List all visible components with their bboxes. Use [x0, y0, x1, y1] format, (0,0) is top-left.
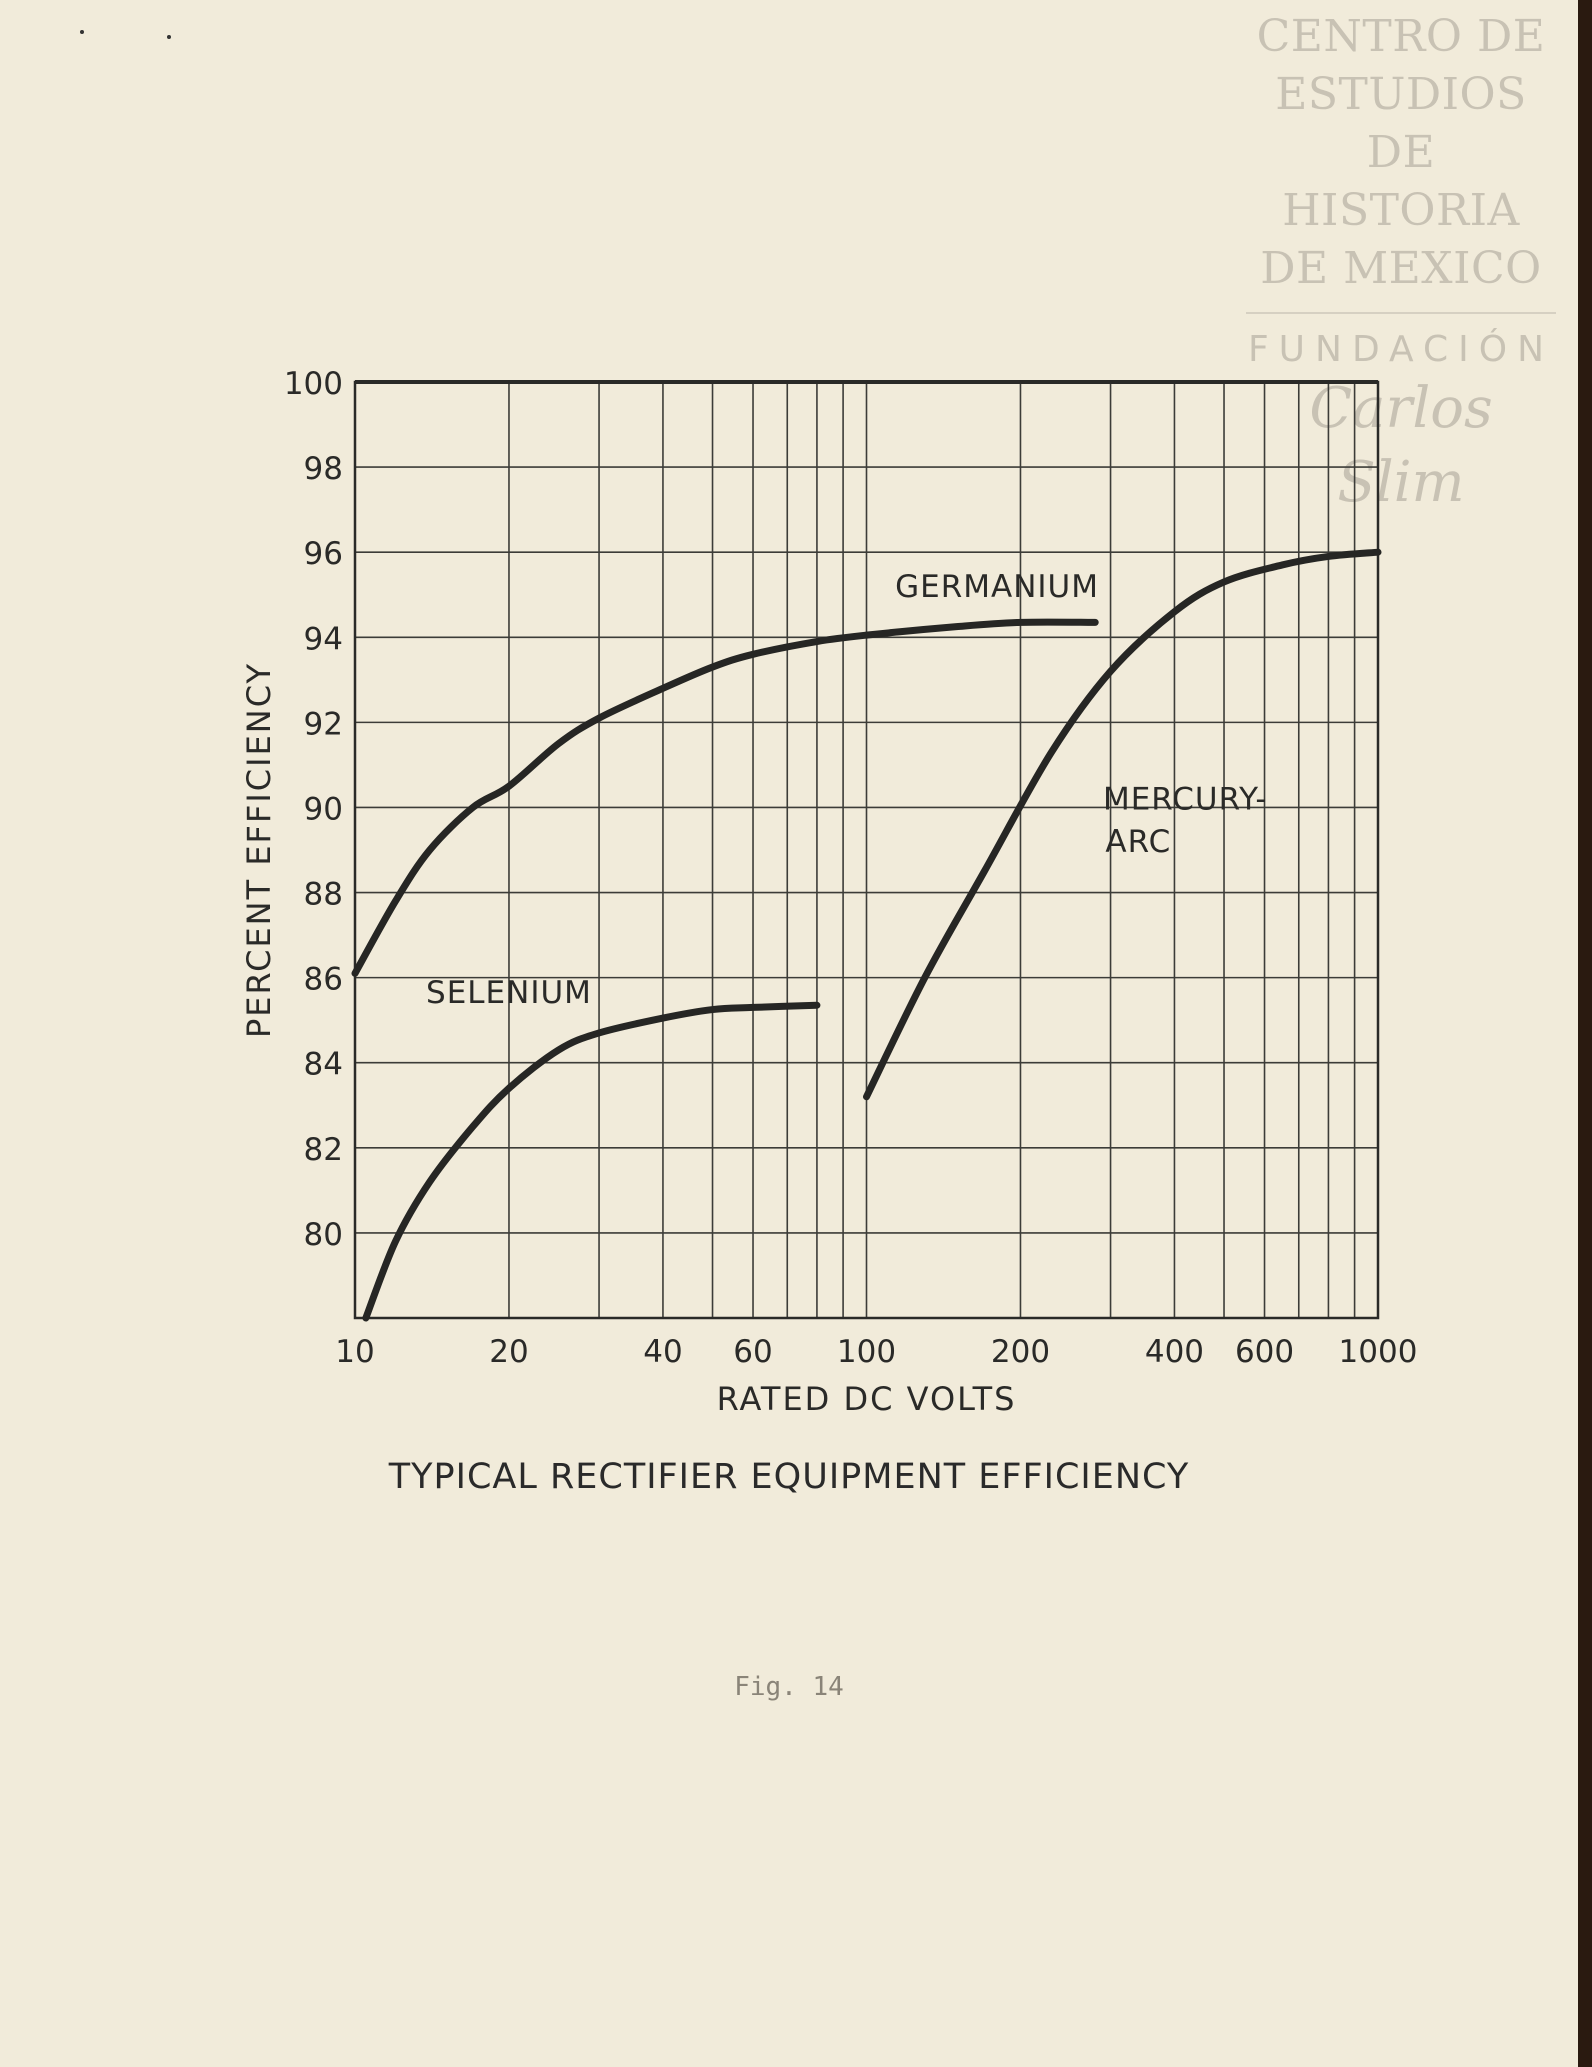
y-axis-label: PERCENT EFFICIENCY [240, 661, 278, 1039]
y-tick-label: 98 [303, 451, 343, 488]
mercury-arc-label: MERCURY- [1102, 781, 1268, 818]
y-tick-label: 80 [303, 1216, 343, 1253]
watermark-line: CENTRO DE [1256, 11, 1546, 62]
figure-label: Fig. 14 [734, 1672, 844, 1702]
y-tick-label: 88 [303, 876, 343, 913]
x-tick-label: 200 [990, 1334, 1051, 1370]
y-tick-label: 100 [283, 366, 343, 402]
y-tick-label: 94 [303, 621, 343, 658]
x-axis-label: RATED DC VOLTS [716, 1380, 1017, 1418]
watermark-line: ESTUDIOS [1275, 69, 1527, 120]
watermark-line: DE MEXICO [1260, 243, 1542, 294]
watermark-line: DE HISTORIA [1282, 127, 1520, 236]
selenium-label: SELENIUM [426, 975, 592, 1012]
germanium-curve [355, 622, 1095, 973]
y-tick-label: 86 [303, 961, 343, 998]
chart-title: TYPICAL RECTIFIER EQUIPMENT EFFICIENCY [388, 1457, 1190, 1497]
x-tick-label: 1000 [1338, 1334, 1418, 1370]
germanium-label: GERMANIUM [895, 568, 1100, 605]
watermark-foundation: FUNDACIÓN [1247, 329, 1555, 370]
mercury-arc-label: ARC [1105, 824, 1172, 861]
y-tick-label: 90 [303, 791, 343, 828]
y-tick-label: 82 [303, 1131, 343, 1168]
watermark-signature: Carlos Slim [1309, 376, 1493, 515]
x-tick-label: 20 [489, 1334, 529, 1370]
x-tick-label: 100 [836, 1334, 897, 1370]
x-tick-label: 400 [1144, 1334, 1205, 1370]
selenium-curve [366, 1005, 817, 1318]
x-tick-label: 600 [1234, 1334, 1295, 1370]
x-tick-label: 60 [733, 1334, 773, 1370]
x-tick-label: 40 [643, 1334, 683, 1370]
y-tick-label: 84 [303, 1046, 343, 1083]
x-tick-label: 10 [335, 1334, 375, 1370]
y-tick-label: 92 [303, 706, 343, 743]
y-tick-label: 96 [303, 536, 343, 573]
